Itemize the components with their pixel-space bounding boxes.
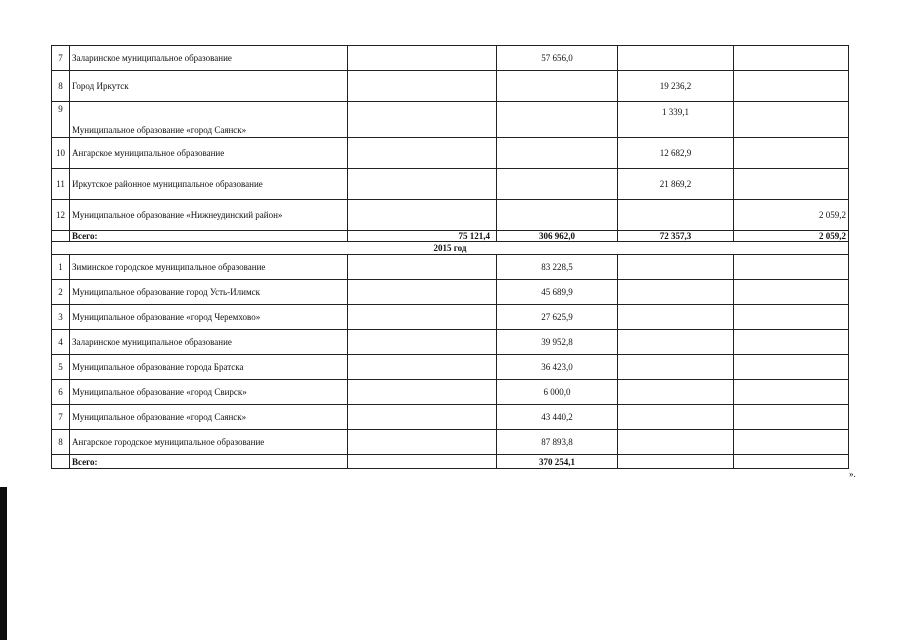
table-row <box>52 330 849 355</box>
value-col-3 <box>618 430 734 455</box>
table-row <box>52 71 849 102</box>
value-col-1 <box>348 405 497 430</box>
value-col-1 <box>348 280 497 305</box>
row-number: 8 <box>52 71 70 102</box>
municipality-name: Город Иркутск <box>70 71 348 102</box>
value-col-3 <box>618 330 734 355</box>
value-col-4 <box>734 330 849 355</box>
value-col-3: 19 236,2 <box>618 71 734 102</box>
municipality-name: Муниципальное образование город Усть-Илимск <box>70 280 348 305</box>
row-number: 5 <box>52 355 70 380</box>
value-col-4 <box>734 46 849 71</box>
value-col-1 <box>348 305 497 330</box>
value-col-4 <box>734 430 849 455</box>
value-col-1 <box>348 169 497 200</box>
row-number: 7 <box>52 405 70 430</box>
value-col-2: 39 952,8 <box>497 330 618 355</box>
value-col-2 <box>497 138 618 169</box>
value-col-2: 27 625,9 <box>497 305 618 330</box>
value-col-4 <box>734 405 849 430</box>
row-number: 12 <box>52 200 70 231</box>
value-col-2 <box>497 200 618 231</box>
table-row <box>52 200 849 231</box>
table-row <box>52 355 849 380</box>
year-label: 2015 год <box>52 242 849 255</box>
value-col-3 <box>618 255 734 280</box>
value-col-2 <box>497 71 618 102</box>
value-col-3 <box>618 405 734 430</box>
value-col-4 <box>734 305 849 330</box>
value-col-4 <box>734 169 849 200</box>
table-row <box>52 405 849 430</box>
value-col-4 <box>734 355 849 380</box>
total-value-col-1 <box>348 455 497 469</box>
value-col-3 <box>618 280 734 305</box>
municipality-name: Заларинское муниципальное образование <box>70 330 348 355</box>
value-col-1 <box>348 380 497 405</box>
municipality-name: Заларинское муниципальное образование <box>70 46 348 71</box>
value-col-1 <box>348 102 497 138</box>
total-value-col-3: 72 357,3 <box>618 231 734 242</box>
closing-quote-mark: ». <box>849 469 856 479</box>
scan-edge <box>0 487 7 640</box>
value-col-1 <box>348 255 497 280</box>
value-col-2: 43 440,2 <box>497 405 618 430</box>
value-col-4 <box>734 380 849 405</box>
value-col-3 <box>618 380 734 405</box>
table-row <box>52 305 849 330</box>
value-col-1 <box>348 46 497 71</box>
municipality-name: Муниципальное образование «город Саянск» <box>70 102 348 138</box>
table-row <box>52 138 849 169</box>
total-value-col-3 <box>618 455 734 469</box>
value-col-2: 83 228,5 <box>497 255 618 280</box>
table-row <box>52 169 849 200</box>
value-col-4 <box>734 71 849 102</box>
value-col-4: 2 059,2 <box>734 200 849 231</box>
row-number: 9 <box>52 102 70 138</box>
value-col-1 <box>348 71 497 102</box>
value-col-1 <box>348 355 497 380</box>
value-col-2: 45 689,9 <box>497 280 618 305</box>
total-label: Всего: <box>70 231 348 242</box>
row-number <box>52 231 70 242</box>
table-row <box>52 102 849 138</box>
municipality-name: Ангарское муниципальное образование <box>70 138 348 169</box>
total-row <box>52 231 849 242</box>
municipality-name: Муниципальное образование «город Черемхово» <box>70 305 348 330</box>
row-number: 11 <box>52 169 70 200</box>
row-number: 2 <box>52 280 70 305</box>
total-value-col-4 <box>734 455 849 469</box>
value-col-3 <box>618 305 734 330</box>
value-col-2: 6 000,0 <box>497 380 618 405</box>
municipality-name: Муниципальное образование города Братска <box>70 355 348 380</box>
value-col-1 <box>348 430 497 455</box>
value-col-2 <box>497 102 618 138</box>
value-col-4 <box>734 280 849 305</box>
value-col-2: 36 423,0 <box>497 355 618 380</box>
municipality-name: Муниципальное образование «Нижнеудинский район» <box>70 200 348 231</box>
municipality-name: Иркутское районное муниципальное образование <box>70 169 348 200</box>
row-number: 6 <box>52 380 70 405</box>
value-col-3: 1 339,1 <box>618 102 734 138</box>
row-number: 1 <box>52 255 70 280</box>
total-value-col-2: 370 254,1 <box>497 455 618 469</box>
table-row <box>52 380 849 405</box>
table-row <box>52 280 849 305</box>
table-row <box>52 255 849 280</box>
municipality-name: Муниципальное образование «город Саянск» <box>70 405 348 430</box>
total-label: Всего: <box>70 455 348 469</box>
total-value-col-4: 2 059,2 <box>734 231 849 242</box>
value-col-3 <box>618 200 734 231</box>
value-col-3: 21 869,2 <box>618 169 734 200</box>
value-col-2: 57 656,0 <box>497 46 618 71</box>
value-col-3: 12 682,9 <box>618 138 734 169</box>
total-value-col-2: 306 962,0 <box>497 231 618 242</box>
value-col-4 <box>734 102 849 138</box>
value-col-1 <box>348 138 497 169</box>
municipality-name: Муниципальное образование «город Свирск» <box>70 380 348 405</box>
value-col-2 <box>497 169 618 200</box>
total-row-2015 <box>52 455 849 469</box>
municipality-name: Ангарское городское муниципальное образование <box>70 430 348 455</box>
table-row <box>52 46 849 71</box>
row-number: 7 <box>52 46 70 71</box>
value-col-4 <box>734 138 849 169</box>
row-number: 4 <box>52 330 70 355</box>
row-number: 8 <box>52 430 70 455</box>
row-number: 3 <box>52 305 70 330</box>
municipality-name: Зиминское городское муниципальное образование <box>70 255 348 280</box>
year-header-row <box>52 242 849 255</box>
value-col-2: 87 893,8 <box>497 430 618 455</box>
value-col-1 <box>348 330 497 355</box>
total-value-col-1: 75 121,4 <box>348 231 497 242</box>
value-col-4 <box>734 255 849 280</box>
row-number: 10 <box>52 138 70 169</box>
table-row <box>52 430 849 455</box>
subsidy-table <box>51 45 849 469</box>
value-col-1 <box>348 200 497 231</box>
row-number <box>52 455 70 469</box>
value-col-3 <box>618 46 734 71</box>
value-col-3 <box>618 355 734 380</box>
